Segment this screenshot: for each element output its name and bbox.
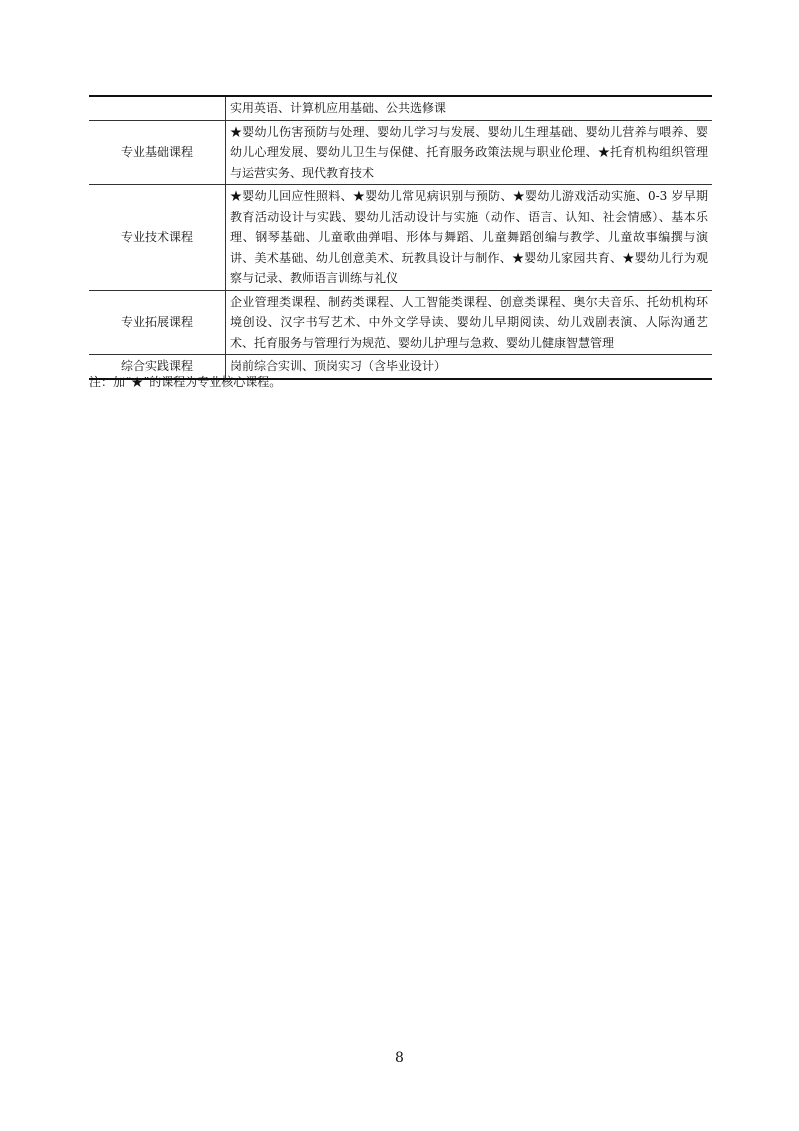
course-list: 企业管理类课程、制药类课程、人工智能类课程、创意类课程、奥尔夫音乐、托幼机构环境创设、汉字书写艺术、中外文学导读、婴幼儿早期阅读、幼儿戏剧表演、人际沟通艺术、托育服务与管理行为规范、婴幼儿护理与急救、婴幼儿健康智慧管理 bbox=[226, 290, 713, 355]
course-category: 专业基础课程 bbox=[89, 120, 226, 185]
course-category: 专业技术课程 bbox=[89, 185, 226, 291]
course-category bbox=[89, 96, 226, 120]
table-row bbox=[89, 185, 712, 291]
course-list: ★婴幼儿回应性照料、★婴幼儿常见病识别与预防、★婴幼儿游戏活动实施、0-3 岁早期教育活动设计与实践、婴幼儿活动设计与实施（动作、语言、认知、社会情感）、基本乐理、钢琴基础、儿童歌曲弹唱、形体与舞蹈、儿童舞蹈创编与教学、儿童故事编撰与演讲、美术基础、幼儿创意美术、玩教具设计与制作、★婴幼儿家园共育、★婴幼儿行为观察与记录、教师语言训练与礼仪 bbox=[226, 185, 713, 291]
course-list: 岗前综合实训、顶岗实习（含毕业设计） bbox=[226, 355, 713, 379]
page-number: 8 bbox=[395, 1050, 404, 1066]
table-row bbox=[89, 96, 712, 120]
table-row bbox=[89, 290, 712, 355]
table-row bbox=[89, 120, 712, 185]
table-footnote: 注：加“★”的课程为专业核心课程。 bbox=[89, 375, 282, 389]
course-category: 综合实践课程 bbox=[89, 355, 226, 379]
course-list: ★婴幼儿伤害预防与处理、婴幼儿学习与发展、婴幼儿生理基础、婴幼儿营养与喂养、婴幼儿心理发展、婴幼儿卫生与保健、托育服务政策法规与职业伦理、★托育机构组织管理与运营实务、现代教育技术 bbox=[226, 120, 713, 185]
course-table bbox=[89, 95, 712, 380]
course-list: 实用英语、计算机应用基础、公共选修课 bbox=[226, 96, 713, 120]
course-category: 专业拓展课程 bbox=[89, 290, 226, 355]
